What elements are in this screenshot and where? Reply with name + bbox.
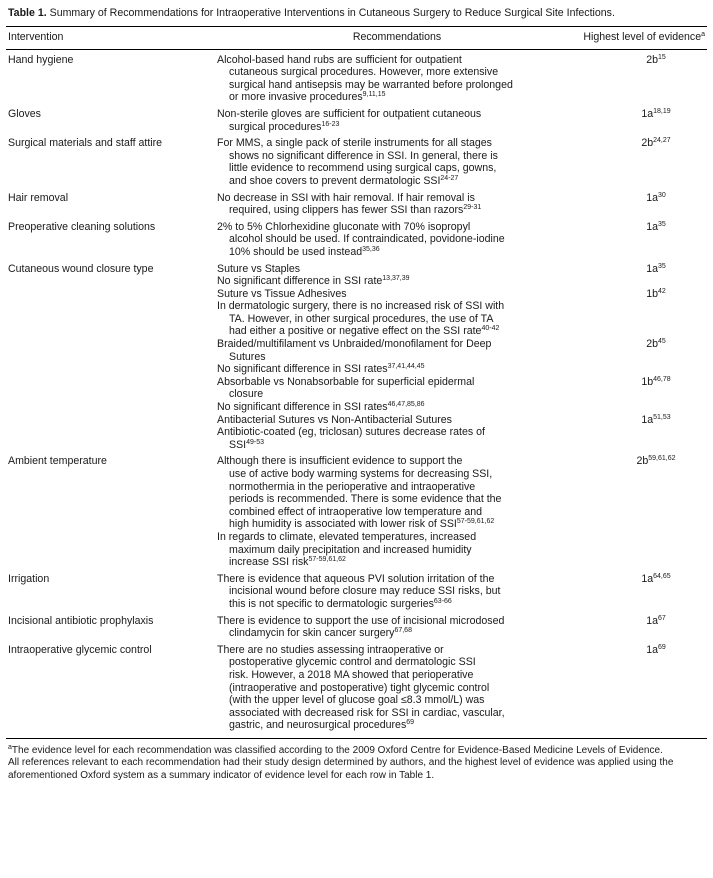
- evidence-level-cell: [579, 569, 707, 611]
- header-recommendations: Recommendations: [215, 27, 579, 50]
- recommendation-line: No decrease in SSI with hair removal. If hair removal is: [217, 191, 475, 204]
- recommendation-cell: [215, 275, 579, 288]
- header-level-text: Highest level of evidence: [583, 31, 702, 43]
- recommendation-line-text: required, using clippers has fewer SSI than razors: [229, 204, 464, 217]
- recommendation-cell: [215, 363, 579, 376]
- evidence-level: 1a: [646, 191, 658, 204]
- table-row: [6, 451, 707, 531]
- recommendation-line: normothermia in the perioperative and intraoperative: [229, 480, 476, 493]
- recommendation-line: In dermatologic surgery, there is no increased risk of SSI with: [217, 300, 505, 313]
- footnote-2: All references relevant to each recommendation had their study design determined by authors, and the highest level of evidence was applied using the aforementioned Oxford system as a summary indicator of evidence level for each row in Table 1.: [8, 757, 674, 781]
- evidence-level: 1a: [641, 572, 654, 585]
- reference-superscript: 9,11,15: [362, 91, 386, 99]
- evidence-level-cell: [579, 611, 707, 640]
- recommendation-line: Antibacterial Sutures vs Non-Antibacterial Sutures: [217, 413, 452, 426]
- recommendation-line: [217, 363, 577, 376]
- footnote-mark: a: [8, 743, 12, 751]
- recommendations-table: [6, 26, 707, 739]
- evidence-level-cell: [579, 363, 707, 376]
- caption-text: Summary of Recommendations for Intraoperative Interventions in Cutaneous Surgery to Reduce Surgical Site Infections.: [49, 7, 615, 19]
- recommendation-line: Non-sterile gloves are sufficient for outpatient cutaneous: [217, 107, 482, 120]
- recommendation-line-text: 10% should be used instead: [229, 245, 363, 258]
- table-body: [6, 49, 707, 738]
- table-row: [6, 275, 707, 288]
- recommendation-cell: [215, 569, 579, 611]
- evidence-level: 2b: [646, 53, 658, 66]
- recommendation-cell: [215, 451, 579, 531]
- recommendation-cell: [215, 288, 579, 301]
- table-row: [6, 300, 707, 338]
- table-row: [6, 376, 707, 401]
- recommendation-line-text: surgical procedures: [229, 120, 322, 133]
- intervention-cell: Hair removal: [8, 191, 69, 204]
- evidence-level-reference: 45: [658, 338, 666, 346]
- evidence-level-cell: [579, 451, 707, 531]
- intervention-cell: [6, 300, 215, 338]
- recommendation-line: closure: [229, 388, 264, 401]
- intervention-cell: Incisional antibiotic prophylaxis: [8, 614, 154, 627]
- recommendation-line: incisional wound before closure may reduce SSI risks, but: [229, 585, 501, 598]
- recommendation-line: maximum daily precipitation and increased humidity: [229, 543, 472, 556]
- evidence-level-reference: 51,53: [653, 413, 671, 421]
- table-row: [6, 611, 707, 640]
- recommendation-cell: [215, 259, 579, 276]
- table-row: [6, 133, 707, 187]
- table-row: [6, 188, 707, 217]
- reference-superscript: 24-27: [440, 174, 459, 182]
- evidence-level-reference: 46,78: [653, 375, 671, 383]
- intervention-cell: Ambient temperature: [8, 455, 107, 468]
- recommendation-line: There is evidence to support the use of incisional microdosed: [217, 614, 505, 627]
- header-level-mark: a: [701, 31, 705, 38]
- recommendation-line: Sutures: [229, 350, 266, 363]
- recommendation-line: Braided/multifilament vs Unbraided/monofilament for Deep: [217, 338, 492, 351]
- recommendation-line-text: No significant difference in SSI rates: [217, 401, 388, 414]
- footnote-1: [8, 745, 707, 758]
- reference-superscript: 35,36: [362, 245, 380, 253]
- intervention-cell: [6, 426, 215, 451]
- table-row: [6, 401, 707, 414]
- recommendation-cell: [215, 401, 579, 414]
- recommendation-line: use of active body warming systems for decreasing SSI,: [229, 468, 493, 480]
- recommendation-line: There are no studies assessing intraoperative or: [217, 643, 444, 656]
- recommendation-cell: [215, 133, 579, 187]
- recommendation-line-text: increase SSI risk: [229, 556, 309, 569]
- recommendation-line: There is evidence that aqueous PVI solution irritation of the: [217, 572, 495, 585]
- evidence-level: 1a: [641, 413, 654, 426]
- evidence-level-cell: [579, 259, 707, 276]
- recommendation-line: little evidence to recommend using surgical caps, gowns,: [229, 162, 497, 175]
- recommendation-line: risk. However, a 2018 MA showed that perioperative: [229, 668, 474, 681]
- footnotes: [8, 745, 707, 783]
- evidence-level-reference: 24,27: [653, 137, 671, 145]
- recommendation-line: surgical hand antisepsis may be warranted before prolonged: [229, 78, 513, 91]
- recommendation-cell: [215, 300, 579, 338]
- evidence-level-cell: [579, 426, 707, 451]
- recommendation-line-text: No significant difference in SSI rate: [217, 275, 383, 288]
- recommendation-cell: [215, 414, 579, 427]
- evidence-level: 1a: [641, 107, 654, 120]
- recommendation-line: [217, 121, 577, 134]
- recommendation-cell: [215, 640, 579, 739]
- recommendation-line: TA. However, in other surgical procedures, the use of TA: [229, 312, 494, 325]
- table-row: [6, 217, 707, 259]
- recommendation-line: In regards to climate, elevated temperatures, increased: [217, 530, 477, 543]
- evidence-level: 2b: [636, 455, 649, 468]
- intervention-cell: [6, 363, 215, 376]
- recommendation-cell: [215, 104, 579, 133]
- recommendation-line: [217, 556, 577, 569]
- evidence-level-cell: [579, 401, 707, 414]
- evidence-level: 1a: [646, 614, 658, 627]
- evidence-level: 1a: [646, 220, 658, 233]
- recommendation-line: [217, 598, 577, 611]
- evidence-level-cell: [579, 217, 707, 259]
- recommendation-line: [217, 719, 577, 732]
- evidence-level-cell: [579, 49, 707, 104]
- intervention-cell: Gloves: [8, 107, 41, 120]
- recommendation-line: associated with decreased risk for SSI in cardiac, vascular,: [229, 706, 505, 719]
- intervention-cell: Hand hygiene: [8, 53, 74, 66]
- recommendation-cell: [215, 531, 579, 569]
- intervention-cell: [6, 376, 215, 401]
- reference-superscript: 49-53: [246, 438, 264, 446]
- table-row: [6, 569, 707, 611]
- evidence-level: 1a: [646, 262, 658, 275]
- evidence-level-reference: 67: [658, 614, 666, 622]
- table-caption: [8, 6, 707, 20]
- recommendation-line-text: and shoe covers to prevent dermatologic SSI: [229, 174, 441, 187]
- evidence-level-cell: [579, 338, 707, 363]
- recommendation-line: Alcohol-based hand rubs are sufficient for outpatient: [217, 53, 462, 66]
- recommendation-line: [217, 275, 577, 288]
- intervention-cell: [6, 401, 215, 414]
- table-row: [6, 259, 707, 276]
- recommendation-line: combined effect of intraoperative low temperature and: [229, 505, 483, 518]
- recommendation-line: (with the upper level of glucose goal ≤8.3 mmol/L) was: [229, 694, 485, 707]
- recommendation-cell: [215, 426, 579, 451]
- table-row: [6, 104, 707, 133]
- reference-superscript: 13,37,39: [382, 275, 410, 283]
- intervention-cell: Preoperative cleaning solutions: [8, 220, 156, 233]
- reference-superscript: 57-59,61,62: [456, 518, 495, 526]
- recommendation-line-text: No significant difference in SSI rates: [217, 363, 388, 376]
- evidence-level-cell: [579, 376, 707, 401]
- recommendation-cell: [215, 217, 579, 259]
- evidence-level: 2b: [641, 137, 654, 150]
- evidence-level-reference: 42: [658, 287, 666, 295]
- evidence-level-cell: [579, 104, 707, 133]
- evidence-level-reference: 30: [658, 191, 666, 199]
- recommendation-line: periods is recommended. There is some evidence that the: [229, 493, 502, 506]
- recommendation-line: Suture vs Staples: [217, 262, 301, 275]
- reference-superscript: 16-23: [321, 120, 340, 128]
- recommendation-line: [217, 401, 577, 414]
- evidence-level-cell: [579, 133, 707, 187]
- evidence-level-cell: [579, 288, 707, 301]
- evidence-level: 1b: [646, 287, 658, 300]
- recommendation-line-text: high humidity is associated with lower risk of SSI: [229, 518, 457, 531]
- recommendation-cell: [215, 338, 579, 363]
- recommendation-line: [217, 518, 577, 531]
- recommendation-line: For MMS, a single pack of sterile instruments for all stages: [217, 137, 492, 150]
- recommendation-line: [217, 91, 577, 104]
- evidence-level-cell: [579, 531, 707, 569]
- table-row: [6, 363, 707, 376]
- recommendation-line: shows no significant difference in SSI. In general, there is: [229, 149, 498, 162]
- recommendation-line: Antibiotic-coated (eg, triclosan) sutures decrease rates of: [217, 426, 485, 439]
- reference-superscript: 29-31: [463, 204, 482, 212]
- evidence-level-cell: [579, 414, 707, 427]
- header-level: [579, 27, 707, 50]
- evidence-level-reference: 69: [658, 643, 666, 651]
- intervention-cell: Cutaneous wound closure type: [8, 262, 154, 275]
- recommendation-line-text: this is not specific to dermatologic surgeries: [229, 597, 434, 610]
- recommendation-cell: [215, 188, 579, 217]
- intervention-cell: Irrigation: [8, 572, 50, 585]
- evidence-level: 2b: [646, 338, 658, 351]
- recommendation-line: cutaneous surgical procedures. However, more extensive: [229, 66, 499, 79]
- evidence-level-reference: 35: [658, 220, 666, 228]
- intervention-cell: Surgical materials and staff attire: [8, 137, 163, 150]
- evidence-level-reference: 15: [658, 53, 666, 61]
- recommendation-line-text: SSI: [229, 438, 247, 451]
- reference-superscript: 63-66: [433, 597, 452, 605]
- caption-label: Table 1.: [8, 7, 47, 19]
- evidence-level: 1a: [646, 643, 658, 656]
- table-row: [6, 640, 707, 739]
- evidence-level-reference: 59,61,62: [648, 455, 676, 463]
- recommendation-line: postoperative glycemic control and dermatologic SSI: [229, 656, 476, 669]
- intervention-cell: [6, 414, 215, 427]
- evidence-level-cell: [579, 640, 707, 739]
- table-row: [6, 338, 707, 363]
- recommendation-line: Suture vs Tissue Adhesives: [217, 287, 347, 300]
- header-intervention: Intervention: [6, 27, 215, 50]
- intervention-cell: Intraoperative glycemic control: [6, 640, 215, 739]
- table-row: [6, 49, 707, 104]
- recommendation-line: [217, 204, 577, 217]
- evidence-level-cell: [579, 300, 707, 338]
- recommendation-line: [217, 439, 577, 452]
- reference-superscript: 40-42: [481, 325, 500, 333]
- table-row: [6, 426, 707, 451]
- reference-superscript: 37,41,44,45: [387, 363, 425, 371]
- evidence-level-reference: 35: [658, 262, 666, 270]
- recommendation-cell: [215, 49, 579, 104]
- footnote-1-text: The evidence level for each recommendation was classified according to the 2009 Oxford Centre for Evidence-Based Medicine Levels of Evidence.: [11, 744, 663, 756]
- reference-superscript: 46,47,85,86: [387, 401, 425, 409]
- recommendation-line: [217, 627, 577, 640]
- header-row: [6, 27, 707, 50]
- recommendation-line: (intraoperative and postoperative) tight glycemic control: [229, 681, 490, 694]
- evidence-level-reference: 64,65: [653, 572, 671, 580]
- reference-superscript: 57-59,61,62: [308, 556, 346, 564]
- recommendation-line-text: had either a positive or negative effect on the SSI rate: [229, 325, 482, 338]
- table-row: [6, 414, 707, 427]
- intervention-cell: [6, 275, 215, 288]
- evidence-level-cell: [579, 188, 707, 217]
- recommendation-line-text: gastric, and neurosurgical procedures: [229, 719, 407, 732]
- evidence-level-reference: 18,19: [653, 107, 671, 115]
- recommendation-line: alcohol should be used. If contraindicated, povidone-iodine: [229, 233, 505, 246]
- recommendation-cell: [215, 611, 579, 640]
- table-row: [6, 288, 707, 301]
- table-row: [6, 531, 707, 569]
- recommendation-line: Absorbable vs Nonabsorbable for superficial epidermal: [217, 375, 475, 388]
- intervention-cell: [6, 531, 215, 569]
- recommendation-line: [217, 246, 577, 259]
- recommendation-line: Although there is insufficient evidence to support the: [217, 455, 463, 468]
- recommendation-line: [217, 175, 577, 188]
- evidence-level: 1b: [641, 375, 654, 388]
- reference-superscript: 69: [406, 719, 415, 727]
- recommendation-line: 2% to 5% Chlorhexidine gluconate with 70% isopropyl: [217, 220, 471, 233]
- recommendation-line-text: or more invasive procedures: [229, 91, 363, 104]
- intervention-cell: [6, 288, 215, 301]
- intervention-cell: [6, 338, 215, 363]
- recommendation-cell: [215, 376, 579, 401]
- recommendation-line: [217, 325, 577, 338]
- reference-superscript: 67,68: [394, 627, 412, 635]
- recommendation-line-text: clindamycin for skin cancer surgery: [229, 627, 395, 640]
- evidence-level-cell: [579, 275, 707, 288]
